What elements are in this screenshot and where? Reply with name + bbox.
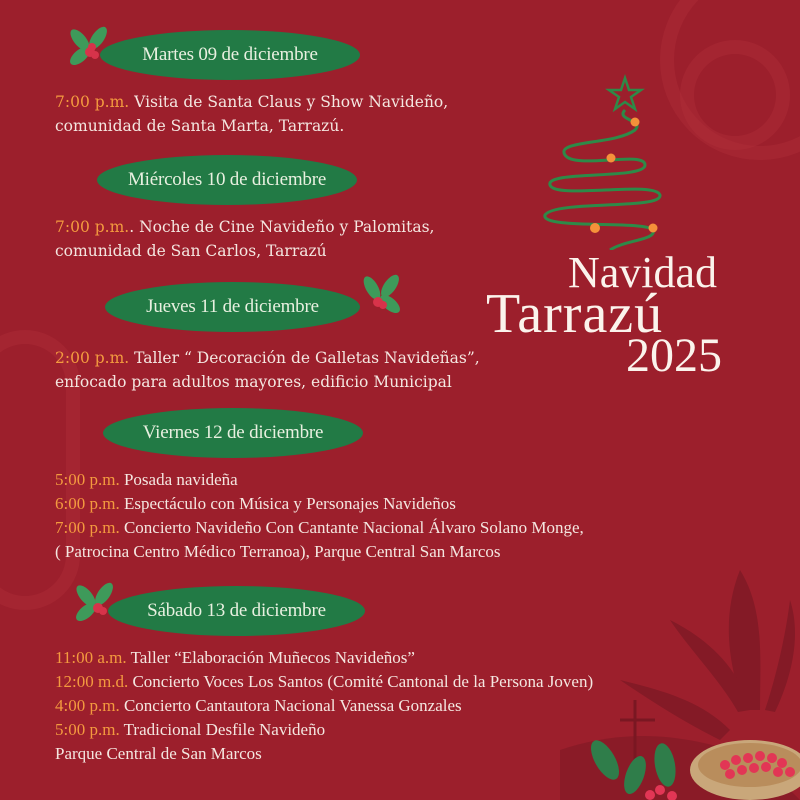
event-line: 4:00 p.m. Concierto Cantautora Nacional Vanessa Gonzales	[55, 696, 462, 715]
event-line: enfocado para adultos mayores, edificio Municipal	[55, 373, 452, 391]
day-header-jueves: Jueves 11 de diciembre	[105, 282, 360, 332]
background-swirl	[680, 40, 790, 150]
event-line: 7:00 p.m.. Noche de Cine Navideño y Palomitas,	[55, 218, 435, 236]
day-header-miercoles: Miércoles 10 de diciembre	[97, 155, 357, 205]
day-events-jueves	[55, 346, 480, 394]
holly-icon	[358, 272, 404, 318]
event-line: comunidad de San Carlos, Tarrazú	[55, 242, 327, 260]
brand-year: 2025	[626, 329, 722, 382]
brand-line-navidad: Navidad	[568, 248, 718, 297]
day-events-martes	[55, 90, 448, 138]
event-line: 7:00 p.m. Visita de Santa Claus y Show Navideño,	[55, 93, 449, 111]
event-line: ( Patrocina Centro Médico Terranoa), Parque Central San Marcos	[55, 542, 501, 561]
day-events-viernes	[55, 468, 584, 564]
event-line: 5:00 p.m. Tradicional Desfile Navideño	[55, 720, 326, 739]
brand-line-tarrazu: Tarrazú	[486, 283, 664, 345]
holly-icon	[72, 580, 118, 626]
day-events-miercoles	[55, 215, 434, 263]
event-line: 5:00 p.m. Posada navideña	[55, 470, 238, 489]
event-line: comunidad de Santa Marta, Tarrazú.	[55, 117, 345, 135]
event-line: Parque Central de San Marcos	[55, 744, 262, 763]
day-header-martes: Martes 09 de diciembre	[100, 30, 360, 80]
event-line: 2:00 p.m. Taller “ Decoración de Galletas Navideñas”,	[55, 349, 480, 367]
day-header-viernes: Viernes 12 de diciembre	[103, 408, 363, 458]
event-line: 6:00 p.m. Espectáculo con Música y Personajes Navideños	[55, 494, 456, 513]
event-line: 11:00 a.m. Taller “Elaboración Muñecos Navideños”	[55, 648, 415, 667]
day-header-sabado: Sábado 13 de diciembre	[108, 586, 365, 636]
event-line: 7:00 p.m. Concierto Navideño Con Cantante Nacional Álvaro Solano Monge,	[55, 518, 584, 537]
day-events-sabado	[55, 646, 593, 766]
christmas-tree-icon	[535, 70, 685, 250]
event-line: 12:00 m.d. Concierto Voces Los Santos (Comité Cantonal de la Persona Joven)	[55, 672, 594, 691]
coffee-plant-silhouette-icon	[560, 560, 800, 800]
